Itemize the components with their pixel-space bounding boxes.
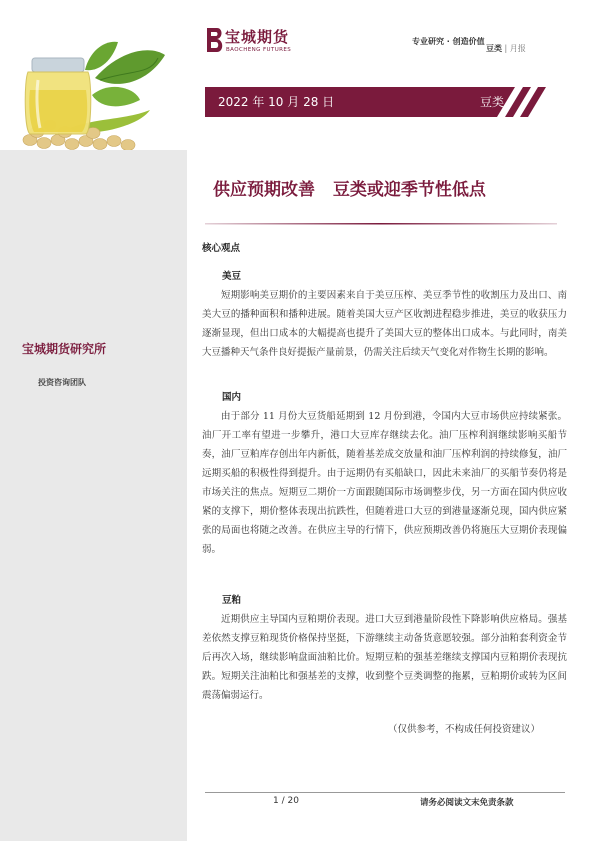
page-title: 供应预期改善 豆类或迎季节性低点 [213, 180, 486, 200]
section-heading: 国内 [222, 392, 242, 403]
section-paragraph: 短期影响美豆期价的主要因素来自于美豆压榨、美豆季节性的收割压力及出口、南美大豆的播种面积和播种进展。随着美国大豆产区收割进程稳步推进，美豆的收获压力逐渐显现，但出口成本的大幅提高也提升了美国大豆的整体出口成本。与此同时，南美大豆播种天气条件良好提振产量前景，仍需关注后续天气变化对作物生长期的影响。 [202, 290, 567, 358]
report-divider: | [504, 44, 508, 53]
disclaimer: （仅供参考，不构成任何投资建议） [388, 724, 541, 735]
section-paragraph: 由于部分 11 月份大豆货船延期到 12 月份到港，令国内大豆市场供应持续紧张。油厂开工率有望进一步攀升，港口大豆库存继续去化。油厂压榨利润继续影响买船节奏，油厂豆粕库存创出年内新低，随着基差成交放量和油厂压榨利润的持续修复，油厂远期买船的积极性得到提升。由于远期仍有买船缺口，因此未来油厂的买船节奏仍将是市场关注的焦点。短期豆二期价一方面跟随国际市场调整步伐，另一方面在国内供应收紧的支撑下，期价整体表现出抗跌性，但随着进口大豆的到港量逐渐兑现，国内供应紧张的局面也将随之改善。在供应主导的行情下，供应预期改善仍将施压大豆期价表现偏弱。 [202, 411, 567, 555]
section-domestic [202, 389, 567, 559]
soy-oil-illustration [0, 0, 187, 150]
footer-divider [205, 792, 565, 793]
section-us-soy [202, 268, 567, 362]
banner-category: 豆类 [480, 95, 505, 109]
section-heading: 豆粕 [222, 595, 242, 606]
section-heading: 美豆 [222, 271, 242, 282]
report-category: 豆类 [486, 43, 502, 53]
report-type [486, 43, 526, 54]
footer-note: 请务必阅读文末免责条款 [420, 798, 514, 808]
soy-oil-photo [0, 0, 187, 150]
logo-text: 宝城期货 [225, 28, 290, 46]
sidebar [0, 0, 187, 841]
institute-name: 宝城期货研究所 [22, 342, 107, 356]
report-kind: 月报 [509, 44, 526, 53]
page-number: 1 / 20 [273, 796, 299, 806]
section-paragraph: 近期供应主导国内豆粕期价表现。进口大豆到港量阶段性下降影响供应格局。强基差依然支撑豆粕现货价格保持坚挺，下游继续主动备货意愿较强。部分油粕套利资金节后再次入场，继续影响盘面油粕比价。短期豆粕的强基差继续支撑国内豆粕期价表现抗跌。短期关注油粕比和强基差的支撑，收到整个豆类调整的拖累，豆粕期价或转为区间震荡偏弱运行。 [202, 614, 567, 701]
core-heading: 核心观点 [202, 243, 241, 254]
report-date: 2022 年 10 月 28 日 [218, 95, 335, 109]
team-name: 投资咨询团队 [38, 378, 86, 387]
core-heading-block [202, 240, 567, 254]
title-divider [205, 210, 557, 211]
section-soymeal [202, 592, 567, 705]
logo-english-text: BAOCHENG FUTURES [226, 47, 292, 53]
slogan: 专业研究 · 创造价值 [412, 37, 485, 46]
